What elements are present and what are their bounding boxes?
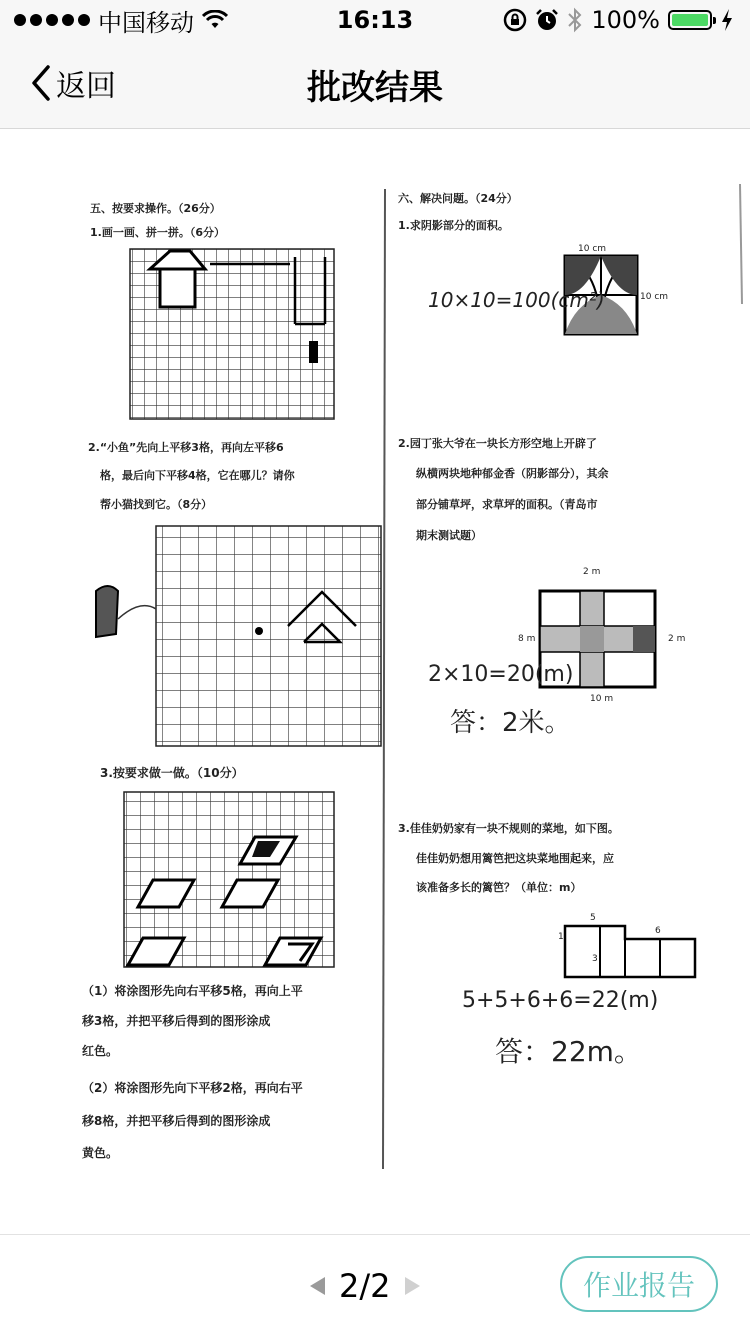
left-q2-line2: 格，最后向下平移4格，它在哪儿？请你 (100, 469, 295, 482)
q2-handwriting-2: 答：2米。 (450, 708, 571, 738)
status-right (503, 6, 734, 34)
q3-handwriting-1: 5+5+6+6=22(m) (462, 988, 659, 1013)
q2-dim-top: 2 m (583, 567, 601, 577)
left-section-title: 五、按要求操作。（26分） (90, 202, 221, 215)
battery-percent: 100% (591, 6, 660, 34)
page-edge (740, 184, 742, 304)
cat-figure (96, 586, 118, 637)
left-q3a-line1: （1）将涂图形先向右平移5格，再向上平 (82, 984, 303, 998)
q1-dim-right: 10 cm (640, 292, 669, 302)
battery-icon (668, 10, 712, 30)
left-q2-line1: 2.“小鱼”先向上平移3格，再向左平移6 (88, 441, 284, 454)
bottom-bar (0, 1234, 750, 1335)
q2-handwriting-1: 2×10=20(m) (428, 662, 574, 687)
q2-dim-bottom: 10 m (590, 694, 614, 704)
page-count: 2/2 (339, 1267, 391, 1305)
q1-handwriting: 10×10=100(cm²) (428, 288, 605, 312)
page-indicator (310, 1261, 420, 1311)
left-q1: 1.画一画、拼一拼。（6分） (90, 226, 225, 239)
q3-dim-c: 3 (592, 954, 598, 964)
right-q2-line4: 期末测试题） (416, 529, 482, 542)
worksheet-scan (0, 129, 750, 1234)
alarm-icon (535, 8, 559, 32)
left-q3: 3.按要求做一做。（10分） (100, 766, 244, 780)
back-label: 返回 (56, 69, 116, 104)
prev-page-icon[interactable] (310, 1277, 325, 1295)
q3-figure (565, 926, 695, 977)
page-title: 批改结果 (307, 68, 443, 108)
q3-handwriting-2: 答：22m。 (495, 1035, 642, 1068)
next-page-icon[interactable] (405, 1277, 420, 1295)
carrier-label: 中国移动 (98, 8, 194, 37)
status-bar (0, 0, 750, 40)
right-q3-line1: 3.佳佳奶奶家有一块不规则的菜地，如下图。 (398, 822, 619, 835)
grid2-dot (255, 627, 263, 635)
q3-dim-b: 6 (655, 926, 661, 936)
orientation-lock-icon (503, 8, 527, 32)
worksheet-image[interactable] (0, 129, 750, 1234)
right-q2-line3: 部分铺草坪，求草坪的面积。（青岛市 (416, 498, 598, 511)
charging-icon (720, 8, 734, 32)
right-section-title: 六、解决问题。（24分） (398, 192, 518, 205)
q2-dim-right: 2 m (668, 634, 686, 644)
grid-2 (156, 526, 381, 746)
right-q1: 1.求阴影部分的面积。 (398, 219, 509, 232)
left-q3a-line3: 红色。 (82, 1044, 119, 1058)
q1-dim-top: 10 cm (578, 244, 607, 254)
nav-bar (0, 40, 750, 129)
right-q2-line1: 2.园丁张大爷在一块长方形空地上开辟了 (398, 437, 597, 450)
left-q3b-line3: 黄色。 (82, 1146, 119, 1160)
q3-dim-a: 5 (590, 913, 596, 923)
column-divider (383, 189, 385, 1169)
right-q2-line2: 纵横两块地种郁金香（阴影部分），其余 (416, 467, 609, 480)
left-q3b-line1: （2）将涂图形先向下平移2格，再向右平 (82, 1081, 303, 1095)
right-q3-line3: 该准备多长的篱笆？（单位：m） (416, 881, 582, 894)
clock: 16:13 (336, 6, 414, 34)
battery-level-fill (672, 14, 708, 26)
left-q2-line3: 帮小猫找到它。（8分） (100, 498, 213, 511)
right-q3-line2: 佳佳奶奶想用篱笆把这块菜地围起来，应 (416, 852, 614, 865)
left-q3a-line2: 移3格，并把平移后得到的图形涂成 (82, 1014, 271, 1028)
q2-dim-left: 8 m (518, 634, 536, 644)
grid1-mark (309, 341, 318, 363)
bluetooth-icon (567, 7, 583, 33)
q3-dim-d: 1 (558, 932, 564, 942)
homework-report-button[interactable]: 作业报告 (560, 1256, 718, 1312)
left-q3b-line2: 移8格，并把平移后得到的图形涂成 (82, 1114, 271, 1128)
